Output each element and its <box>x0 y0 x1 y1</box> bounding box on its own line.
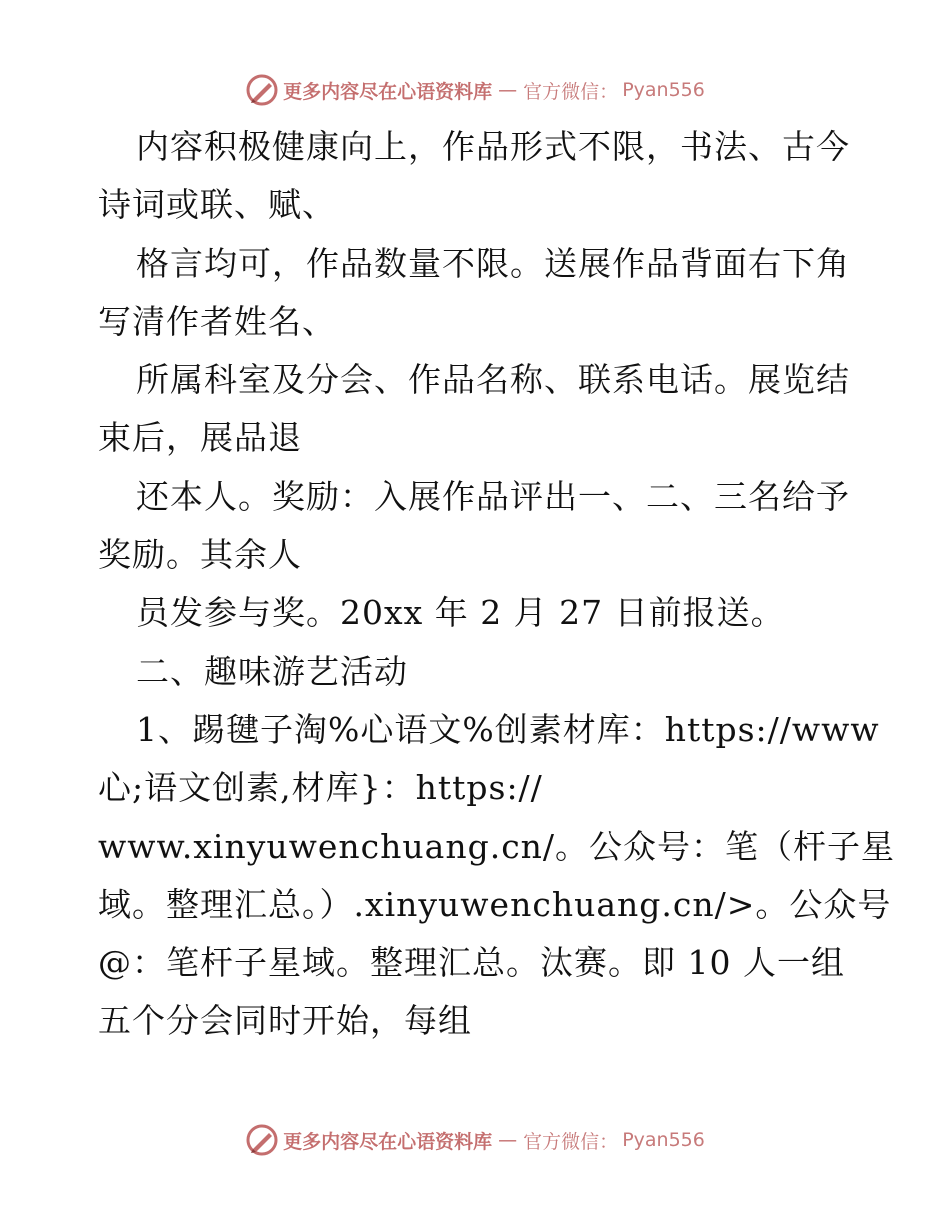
banner-separator: — <box>498 79 518 101</box>
text-line: 心;语文创素,材库}：https:// <box>98 768 543 808</box>
banner-content <box>245 73 705 107</box>
text-line: 还本人。奖励：入展作品评出一、二、三名给予 <box>136 476 850 516</box>
text-line: 内容积极健康向上，作品形式不限，书法、古今 <box>136 127 850 166</box>
text-line: 束后，展品退 <box>98 418 302 458</box>
text-line: www.xinyuwenchuang.cn/。公众号：笔（杆子星 <box>98 826 896 866</box>
text-line: 所属科室及分会、作品名称、联系电话。展览结 <box>136 360 850 400</box>
pen-logo-icon <box>245 73 279 107</box>
banner-wechat-label: 官方微信： <box>523 1130 619 1153</box>
text-line: @：笔杆子星域。整理汇总。汰赛。即 10 人一组 <box>98 943 845 983</box>
text-line: 五个分会同时开始，每组 <box>98 1001 472 1041</box>
text-line: 域。整理汇总。）.xinyuwenchuang.cn/>。公众号 <box>98 884 892 924</box>
banner-separator: — <box>498 1129 518 1151</box>
text-line: 写清作者姓名、 <box>98 301 336 341</box>
banner-main-text: 更多内容尽在心语资料库 <box>283 80 493 103</box>
banner-main-text: 更多内容尽在心语资料库 <box>283 1130 493 1153</box>
header-banner <box>0 70 950 110</box>
banner-wechat-account: Pyan556 <box>622 79 705 101</box>
footer-banner <box>0 1120 950 1160</box>
pen-logo-icon <box>245 1123 279 1157</box>
text-line: 奖励。其余人 <box>98 535 302 575</box>
banner-wechat-account: Pyan556 <box>622 1129 705 1151</box>
text-line: 1、踢毽子淘%心语文%创素材库：https://www <box>136 709 880 749</box>
text-line: 诗词或联、赋、 <box>98 185 336 225</box>
banner-wechat-label: 官方微信： <box>523 80 619 103</box>
text-line: 员发参与奖。20xx 年 2 月 27 日前报送。 <box>136 593 785 633</box>
document-body <box>98 118 896 1051</box>
section-heading: 二、趣味游艺活动 <box>136 651 408 691</box>
banner-content <box>245 1123 705 1157</box>
text-line: 格言均可，作品数量不限。送展作品背面右下角 <box>136 243 850 283</box>
